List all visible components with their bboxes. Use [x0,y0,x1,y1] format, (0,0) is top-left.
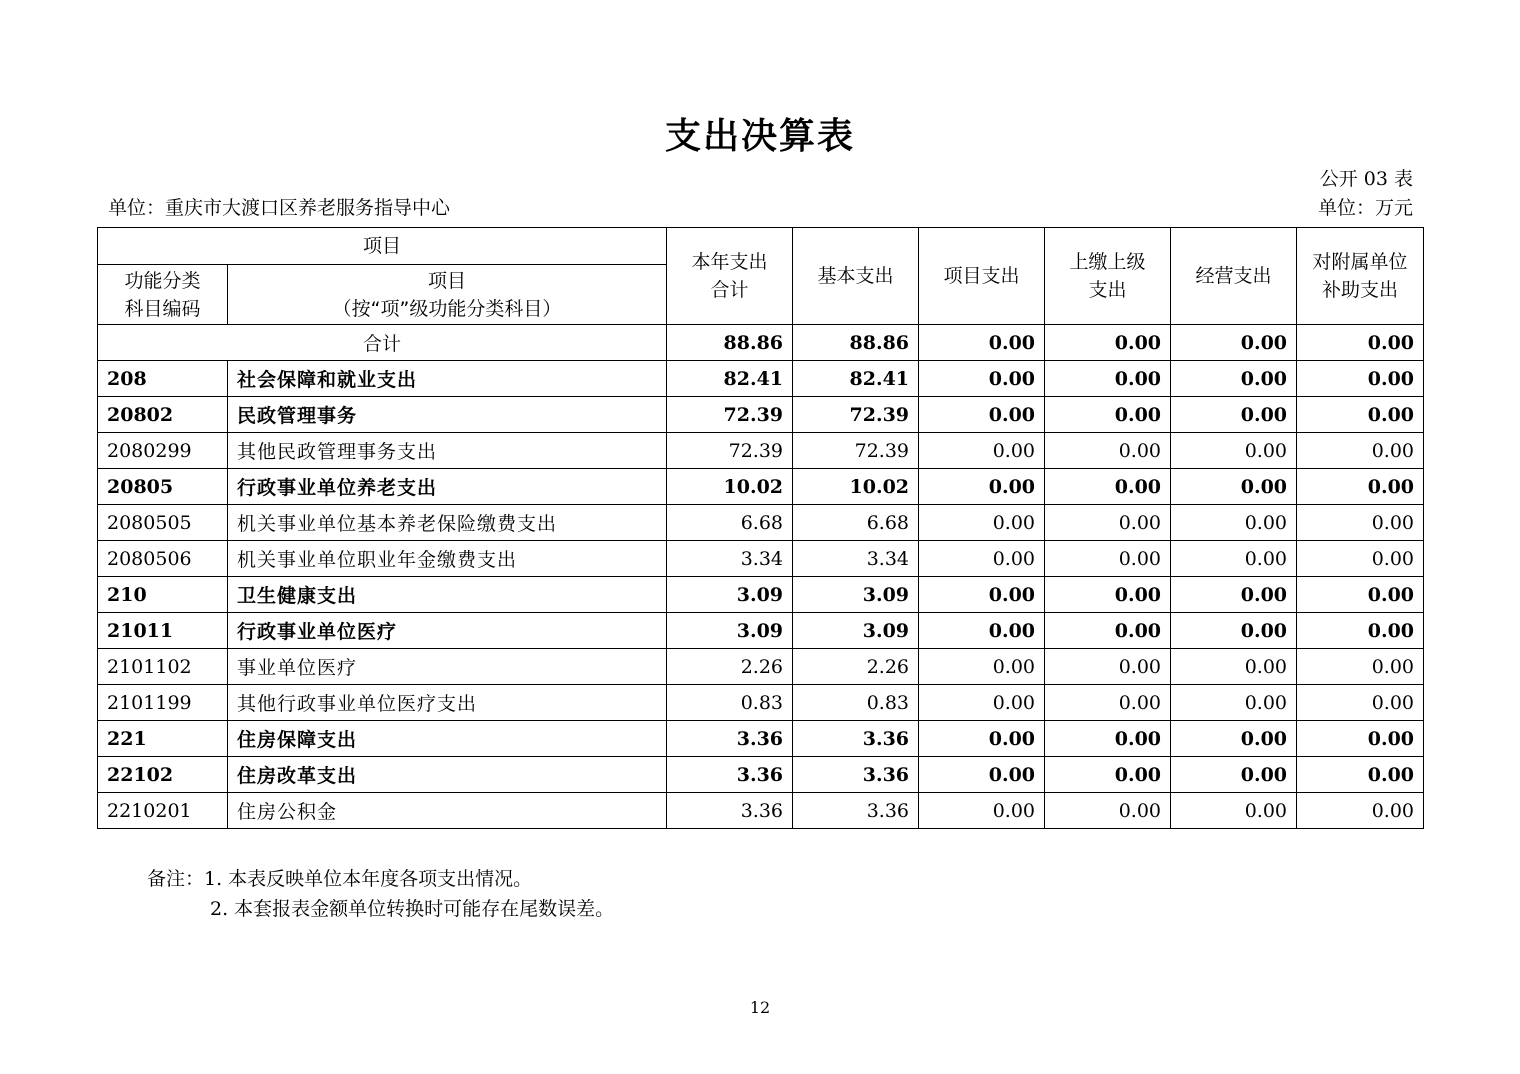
row-value: 0.00 [919,757,1045,793]
row-value: 0.00 [1045,613,1171,649]
row-name: 住房改革支出 [228,757,667,793]
row-code: 2080506 [98,541,228,577]
reporting-unit: 单位：重庆市大渡口区养老服务指导中心 [108,197,451,219]
row-value: 0.00 [1297,685,1424,721]
row-name: 住房保障支出 [228,721,667,757]
row-value: 0.00 [1171,397,1297,433]
header-project-group: 项目 [98,228,667,265]
row-value: 0.00 [1045,577,1171,613]
row-value: 0.00 [1171,541,1297,577]
row-value: 10.02 [667,469,793,505]
row-value: 0.00 [1297,577,1424,613]
row-code: 208 [98,361,228,397]
row-name: 住房公积金 [228,793,667,829]
table-row [98,613,1424,649]
row-value: 0.00 [1171,361,1297,397]
header-business: 经营支出 [1171,228,1297,325]
row-value: 3.34 [667,541,793,577]
row-value: 0.00 [1045,757,1171,793]
row-value: 0.00 [1045,433,1171,469]
row-name: 卫生健康支出 [228,577,667,613]
row-value: 0.00 [1297,505,1424,541]
row-value: 2.26 [793,649,919,685]
row-value: 72.39 [667,433,793,469]
row-value: 0.00 [1045,721,1171,757]
row-value: 0.00 [1171,793,1297,829]
total-value: 0.00 [1045,325,1171,361]
header-project: 项目 （按“项”级功能分类科目） [228,265,667,325]
table-row [98,793,1424,829]
row-value: 0.83 [793,685,919,721]
row-value: 0.00 [1045,361,1171,397]
row-value: 0.00 [1171,505,1297,541]
row-value: 0.00 [1045,469,1171,505]
total-label: 合计 [98,325,667,361]
row-value: 72.39 [793,433,919,469]
row-value: 0.00 [1045,505,1171,541]
row-value: 0.00 [919,577,1045,613]
row-value: 0.00 [1171,649,1297,685]
row-code: 2101102 [98,649,228,685]
row-value: 0.00 [919,397,1045,433]
row-value: 0.00 [1297,397,1424,433]
table-row [98,685,1424,721]
row-value: 0.00 [1297,649,1424,685]
row-value: 0.00 [1045,541,1171,577]
row-value: 6.68 [667,505,793,541]
row-value: 0.00 [1297,613,1424,649]
total-row [98,325,1424,361]
note-line-2: 2. 本套报表金额单位转换时可能存在尾数误差。 [210,898,615,920]
total-value: 0.00 [1297,325,1424,361]
row-value: 0.00 [1297,541,1424,577]
row-value: 6.68 [793,505,919,541]
row-value: 72.39 [793,397,919,433]
row-code: 2080505 [98,505,228,541]
row-value: 3.36 [667,721,793,757]
row-value: 3.36 [667,793,793,829]
row-value: 82.41 [793,361,919,397]
notes [147,864,614,924]
row-name: 行政事业单位医疗 [228,613,667,649]
table-row [98,577,1424,613]
table-row [98,469,1424,505]
header-upper-payment: 上缴上级 支出 [1045,228,1171,325]
row-name: 机关事业单位基本养老保险缴费支出 [228,505,667,541]
row-code: 210 [98,577,228,613]
row-value: 0.00 [1171,757,1297,793]
expenditure-table [97,227,1424,829]
row-name: 事业单位医疗 [228,649,667,685]
row-value: 0.00 [1297,757,1424,793]
table-row [98,757,1424,793]
row-value: 0.00 [1297,361,1424,397]
header-project-expenditure: 项目支出 [919,228,1045,325]
row-value: 0.00 [919,541,1045,577]
row-value: 3.34 [793,541,919,577]
table-row [98,433,1424,469]
row-value: 0.00 [1297,433,1424,469]
row-value: 0.00 [1171,577,1297,613]
total-value: 88.86 [667,325,793,361]
header-basic: 基本支出 [793,228,919,325]
row-value: 0.00 [1297,793,1424,829]
row-value: 3.09 [793,577,919,613]
row-value: 0.00 [1045,397,1171,433]
row-value: 0.00 [919,721,1045,757]
row-value: 0.83 [667,685,793,721]
row-code: 221 [98,721,228,757]
row-value: 0.00 [919,613,1045,649]
row-name: 社会保障和就业支出 [228,361,667,397]
row-value: 3.09 [793,613,919,649]
row-code: 21011 [98,613,228,649]
row-value: 0.00 [919,433,1045,469]
row-value: 0.00 [919,649,1045,685]
row-value: 0.00 [1045,685,1171,721]
page-title: 支出决算表 [664,116,855,157]
row-code: 2080299 [98,433,228,469]
row-value: 72.39 [667,397,793,433]
row-value: 0.00 [919,469,1045,505]
row-value: 0.00 [919,361,1045,397]
header-subsidy: 对附属单位 补助支出 [1297,228,1424,325]
row-value: 3.09 [667,577,793,613]
row-value: 0.00 [1045,793,1171,829]
row-value: 3.36 [667,757,793,793]
row-value: 0.00 [1171,469,1297,505]
row-value: 0.00 [1171,685,1297,721]
page-number: 12 [749,998,771,1017]
row-name: 其他行政事业单位医疗支出 [228,685,667,721]
row-value: 0.00 [919,793,1045,829]
total-value: 0.00 [919,325,1045,361]
row-value: 0.00 [919,685,1045,721]
table-row [98,541,1424,577]
row-code: 2101199 [98,685,228,721]
currency-unit: 单位：万元 [1317,197,1413,219]
row-value: 2.26 [667,649,793,685]
form-number: 公开 03 表 [1319,168,1413,190]
row-value: 0.00 [1297,469,1424,505]
row-value: 0.00 [1297,721,1424,757]
header-code: 功能分类 科目编码 [98,265,228,325]
row-code: 20802 [98,397,228,433]
row-value: 3.09 [667,613,793,649]
row-value: 3.36 [793,757,919,793]
row-value: 0.00 [919,505,1045,541]
row-code: 20805 [98,469,228,505]
row-value: 0.00 [1171,613,1297,649]
table-row [98,505,1424,541]
row-value: 3.36 [793,721,919,757]
row-value: 0.00 [1171,433,1297,469]
row-value: 0.00 [1045,649,1171,685]
table-row [98,361,1424,397]
table-row [98,397,1424,433]
row-code: 22102 [98,757,228,793]
row-code: 2210201 [98,793,228,829]
row-value: 82.41 [667,361,793,397]
table-row [98,721,1424,757]
total-value: 0.00 [1171,325,1297,361]
row-name: 其他民政管理事务支出 [228,433,667,469]
row-name: 民政管理事务 [228,397,667,433]
total-value: 88.86 [793,325,919,361]
header-total: 本年支出 合计 [667,228,793,325]
row-value: 0.00 [1171,721,1297,757]
row-name: 机关事业单位职业年金缴费支出 [228,541,667,577]
table-row [98,649,1424,685]
row-value: 3.36 [793,793,919,829]
note-line-1: 备注：1. 本表反映单位本年度各项支出情况。 [147,868,533,890]
row-name: 行政事业单位养老支出 [228,469,667,505]
row-value: 10.02 [793,469,919,505]
